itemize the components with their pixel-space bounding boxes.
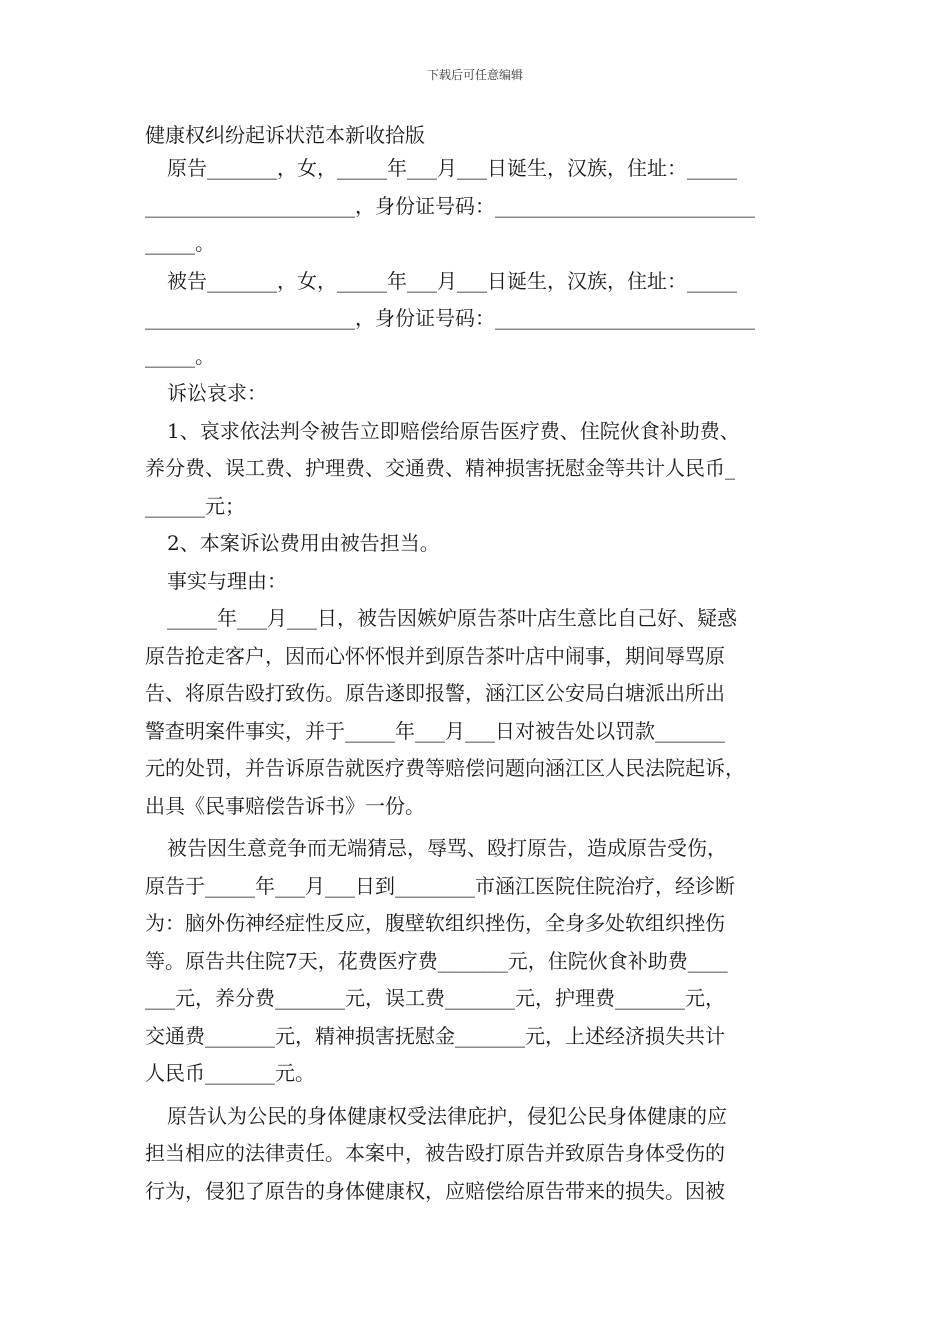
defendant-line-3: _____。 [145, 343, 215, 368]
facts-p1-line-5: 元的处罚，并告诉原告就医疗费等赔偿问题向涵江区人民法院起诉， [145, 756, 745, 780]
claims-heading: 诉讼哀求： [167, 381, 267, 405]
page-header-note: 下载后可任意编辑 [426, 68, 523, 82]
document-title: 健康权纠纷起诉状范本新收拾版 [145, 123, 425, 147]
facts-p1-line-6: 出具《民事赔偿告诉书》一份。 [145, 793, 425, 818]
facts-heading: 事实与理由： [167, 568, 287, 593]
facts-p3-line-2: 担当相应的法律责任。本案中，被告殴打原告并致原告身体受伤的 [145, 1141, 725, 1165]
defendant-line-2: _____________________，身份证号码：__________________________ [145, 306, 755, 330]
facts-p3-line-3: 行为，侵犯了原告的身体健康权，应赔偿给原告带来的损失。因被 [145, 1178, 725, 1203]
facts-p1-line-1: _____年___月___日，被告因嫉妒原告茶叶店生意比自己好、疑惑 [167, 606, 737, 630]
facts-p1-line-2: 原告抢走客户，因而心怀怀恨并到原告茶叶店中闹事，期间辱骂原 [145, 643, 725, 668]
claim-1-line-2: 养分费、误工费、护理费、交通费、精神损害抚慰金等共计人民币_ [145, 456, 735, 480]
facts-p2-line-7: 人民币_______元。 [145, 1061, 315, 1085]
facts-p2-line-3: 为：脑外伤神经症性反应，腹壁软组织挫伤，全身多处软组织挫伤 [145, 911, 725, 935]
facts-p2-line-6: 交通费_______元，精神损害抚慰金_______元，上述经济损失共计 [145, 1023, 725, 1048]
claim-1-line-3: ______元； [145, 493, 245, 518]
plaintiff-line-1: 原告_______，女，_____年___月___日诞生，汉族，住址：_____ [167, 156, 737, 180]
plaintiff-section [145, 150, 807, 263]
claim-1 [145, 413, 807, 526]
facts-p2-line-4: 等。原告共住院7天，花费医疗费_______元，住院伙食补助费____ [145, 948, 728, 973]
facts-paragraph-1 [145, 600, 807, 825]
facts-p1-line-3: 告、将原告殴打致伤。原告遂即报警，涵江区公安局白塘派出所出 [145, 681, 725, 705]
facts-p3-line-1: 原告认为公民的身体健康权受法律庇护，侵犯公民身体健康的应 [167, 1103, 727, 1128]
facts-p2-line-1: 被告因生意竞争而无端猜忌，辱骂、殴打原告，造成原告受伤， [167, 836, 727, 860]
plaintiff-line-2: _____________________，身份证号码：__________________________ [145, 193, 755, 218]
facts-paragraph-2 [145, 830, 807, 1093]
facts-paragraph-3 [145, 1098, 807, 1211]
claim-2: 2、本案诉讼费用由被告担当。 [167, 531, 440, 555]
document-body [145, 120, 807, 1210]
claim-1-line-1: 1、哀求依法判令被告立即赔偿给原告医疗费、住院伙食补助费、 [167, 418, 740, 443]
defendant-line-1: 被告_______，女，_____年___月___日诞生，汉族，住址：_____ [167, 268, 737, 293]
plaintiff-line-3: _____。 [145, 231, 215, 255]
facts-p1-line-4: 警查明案件事实，并于_____年___月___日对被告处以罚款_______ [145, 718, 725, 743]
facts-p2-line-5: ___元，养分费_______元，误工费_______元，护理费_______元， [145, 986, 725, 1010]
defendant-section [145, 263, 807, 376]
facts-p2-line-2: 原告于_____年___月___日到________市涵江医院住院治疗，经诊断 [145, 873, 735, 898]
